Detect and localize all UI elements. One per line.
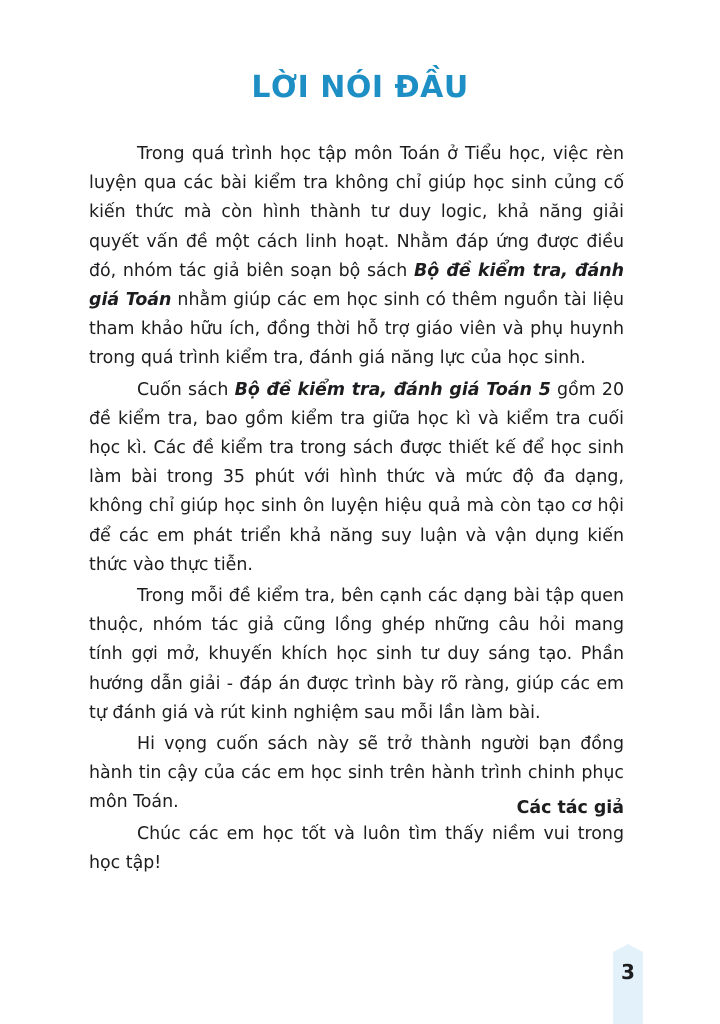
page-tab-notch	[613, 944, 643, 952]
paragraph-2-text: Cuốn sách	[137, 379, 235, 400]
paragraph-1-text: Trong quá trình học tập môn Toán ở Tiểu học, việc rèn luyện qua các bài kiểm tra không chỉ giúp học sinh củng cố kiến thức mà còn hình thành tư duy logic, khả năng giải quyết vấn đề một cách linh hoạt. Nhằm đáp ứng được điều đó, nhóm tác giả biên soạn bộ sách	[89, 144, 624, 281]
paragraph-4: Hi vọng cuốn sách này sẽ trở thành người bạn đồng hành tin cậy của các em học sinh trên hành trình chinh phục môn Toán.	[89, 734, 624, 813]
book-title-emphasis: Bộ đề kiểm tra, đánh giá Toán 5	[234, 379, 551, 400]
body-text	[89, 140, 624, 880]
paragraph-2-text-end: gồm 20 đề kiểm tra, bao gồm kiểm tra giữa học kì và kiểm tra cuối học kì. Các đề kiểm tra trong sách được thiết kế để học sinh làm bài trong 35 phút với hình thức và mức độ đa dạng, không chỉ giúp học sinh ôn luyện hiệu quả mà còn tạo cơ hội để các em phát triển khả năng suy luận và vận dụng kiến thức vào thực tiễn.	[89, 379, 625, 575]
page-number: 3	[621, 960, 635, 984]
page-title: LỜI NÓI ĐẦU	[251, 70, 469, 105]
paragraph-2	[89, 376, 624, 580]
signature: Các tác giả	[516, 798, 624, 818]
paragraph-5: Chúc các em học tốt và luôn tìm thấy niềm vui trong học tập!	[89, 823, 624, 873]
paragraph-1-text-end: nhằm giúp các em học sinh có thêm nguồn tài liệu tham khảo hữu ích, đồng thời hỗ trợ giáo viên và phụ huynh trong quá trình kiểm tra, đánh giá năng lực của học sinh.	[89, 290, 624, 369]
paragraph-3: Trong mỗi đề kiểm tra, bên cạnh các dạng bài tập quen thuộc, nhóm tác giả cũng lồng ghép những câu hỏi mang tính gợi mở, khuyến khích học sinh tư duy sáng tạo. Phần hướng dẫn giải - đáp án được trình bày rõ ràng, giúp các em tự đánh giá và rút kinh nghiệm sau mỗi lần làm bài.	[89, 586, 624, 723]
book-title-emphasis: Bộ đề kiểm tra, đánh giá Toán	[89, 260, 624, 311]
paragraph-1	[89, 140, 624, 374]
